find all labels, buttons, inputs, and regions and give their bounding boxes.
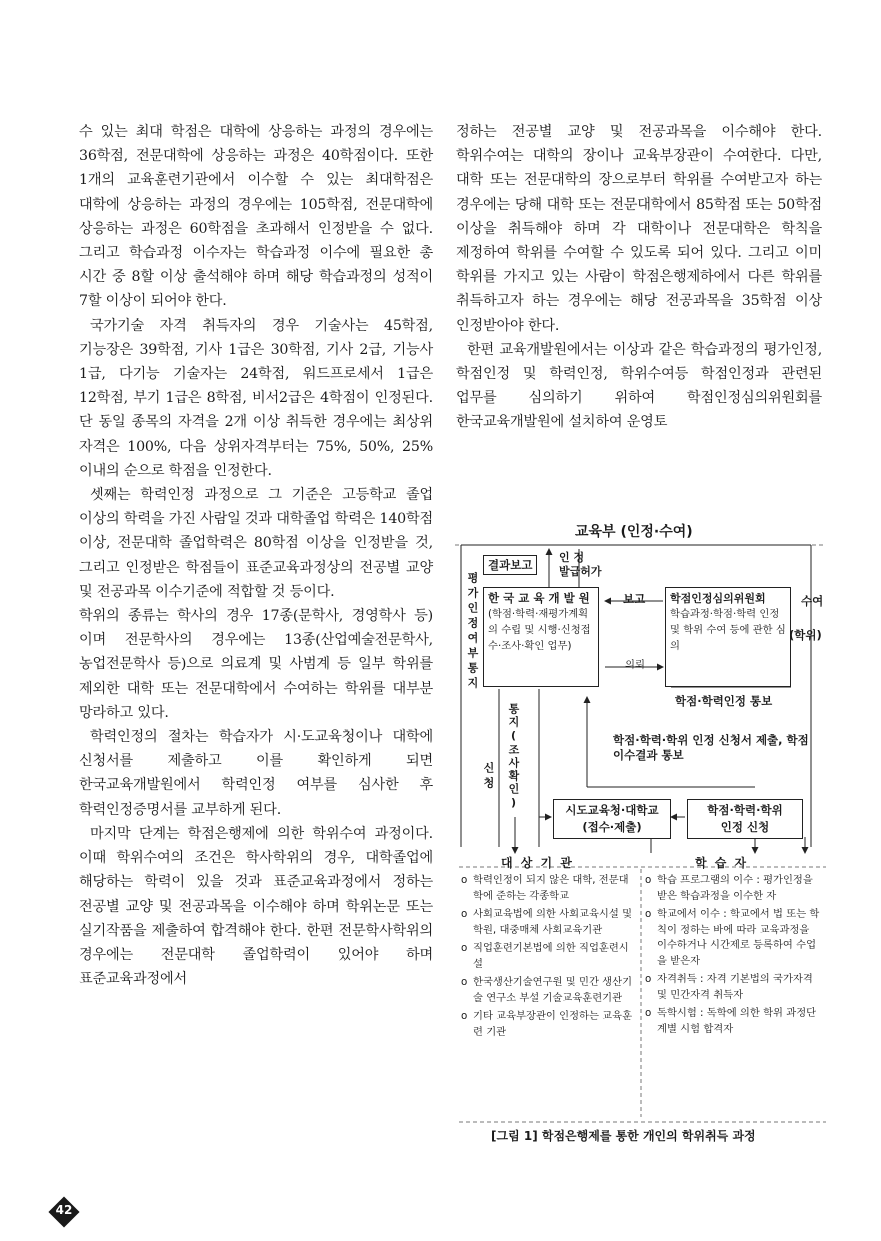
vertical-notice: 통지(조사확인) xyxy=(507,703,520,811)
report-arrow-label: 보고 xyxy=(623,592,646,606)
notice-label: 학점·학력인정 통보 xyxy=(675,694,773,708)
list-item: o 학습 프로그램의 이수 : 평가인정을 받은 학습과정을 이수한 자 xyxy=(645,874,813,902)
right-column xyxy=(456,120,822,435)
list-item: o 학교에서 이수 : 학교에서 법 또는 학칙이 정하는 바에 따라 교육과정을 이수하거나 시간제로 등록하여 수업을 받은자 xyxy=(645,908,820,967)
institutions-list xyxy=(461,873,637,1043)
paragraph: 학위의 종류는 학사의 경우 17종(문학사, 경영학사 등)이며 전문학사의 경우에는 13종(산업예술전문학사, 농업전문학사 등)으로 의료계 및 사범계 등 일부 학위를 제외한 대학 또는 전문대학에서 수여하는 학위를 대부분 망라하고 있다. xyxy=(79,608,433,721)
institutions-header: 대 상 기 관 xyxy=(501,856,574,870)
paragraph: 셋째는 학력인정 과정으로 그 기준은 고등학교 졸업 이상의 학력을 가진 사람일 것과 대학졸업 학력은 140학점 이상, 전문대학 졸업학력은 80학점 이상을 인정받을 것, 그리고 인정받은 학점들이 표준교육과정상의 전공별 교양 및 전공과목 이수기준에 적합할 것 등이다. xyxy=(79,487,433,600)
report-label: 결과보고 xyxy=(483,555,537,575)
left-column xyxy=(79,120,433,991)
list-item: o 직업훈련기본법에 의한 직업훈련시설 xyxy=(461,942,629,970)
kedi-box xyxy=(483,587,599,687)
award-label: 수여 xyxy=(801,594,824,608)
left-vertical-sub: 신청 xyxy=(482,762,495,792)
kedi-desc: (학점·학력·재평가계획의 수립 및 시행·신청접수·조사·확인 업무) xyxy=(488,608,591,652)
submission-label: 학점·학력·학위 인정 신청서 제출, 학점 이수결과 통보 xyxy=(613,733,809,762)
committee-box xyxy=(665,587,791,687)
list-item: o 한국생산기술연구원 및 민간 생산기술 연구소 부설 기술교육훈련기관 xyxy=(461,976,633,1004)
list-item: o 독학시험 : 독학에 의한 학위 과정단계별 시험 합격자 xyxy=(645,1007,817,1035)
paragraph: 한편 교육개발원에서는 이상과 같은 학습과정의 평가인정, 학점인정 및 학력인정, 학위수여등 학점인정과 관련된 업무를 심의하기 위하여 학점인정심의위원회를 한국교육개발원에 설치하여 운영토 xyxy=(456,341,822,431)
degree-label: (학위) xyxy=(789,628,822,642)
figure-caption: [그림 1] 학점은행제를 통한 개인의 학위취득 과정 xyxy=(491,1129,756,1143)
committee-title: 학점인정심의위원회 xyxy=(670,592,766,605)
left-vertical-label: 평가인정여부통지 xyxy=(466,572,479,692)
page-number-badge xyxy=(48,1196,80,1228)
list-item: o 기타 교육부장관이 인정하는 교육훈련 기관 xyxy=(461,1010,633,1038)
list-item: o 자격취득 : 자격 기본법의 국가자격 및 민간자격 취득자 xyxy=(645,973,813,1001)
list-item: o 사회교육법에 의한 사회교육시설 및 학원, 대중매체 사회교육기관 xyxy=(461,908,633,936)
paragraph: 국가기술 자격 취득자의 경우 기술사는 45학점, 기능장은 39학점, 기사 1급은 30학점, 기사 2급, 기능사 1급, 다기능 기술자는 24학점, 워드프로세서 1급은 12학점, 부기 1급은 8학점, 비서2급은 4학점이 인정된다. 단 동일 종목의 자격을 2개 이상 취득한 경우에는 최상위 자격은 100%, 다음 상위자격부터는 75%, 50%, 25% 이내의 순으로 학점을 인정한다. xyxy=(79,317,433,479)
paragraph: 수 있는 최대 학점은 대학에 상응하는 과정의 경우에는 36학점, 전문대학에 상응하는 과정은 40학점이다. 또한 1개의 교육훈련기관에서 이수할 수 있는 최대학점은 대학에 상응하는 과정의 경우에는 105학점, 전문대학에 상응하는 과정은 60학점을 초과해서 인정받을 수 없다. 그리고 학습과정 이수자는 학습과정 이수에 필요한 총 시간 중 8할 이상 출석해야 하며 해당 학습과정의 성적이 7할 이상이 되어야 한다. xyxy=(79,124,433,310)
learners-header: 학 습 자 xyxy=(695,856,749,870)
committee-desc: 학습과정·학점·학력 인정 및 학위 수여 등에 관한 심의 xyxy=(670,608,786,652)
apply-box: 학점·학력·학위 인정 신청 xyxy=(687,799,803,839)
kedi-title: 한 국 교 육 개 발 원 xyxy=(488,591,590,605)
figure-top-title: 교육부 (인정·수여) xyxy=(575,524,693,540)
list-item: o 학력인정이 되지 않은 대학, 전문대학에 준하는 각종학교 xyxy=(461,874,629,902)
paragraph: 정하는 전공별 교양 및 전공과목을 이수해야 한다. 학위수여는 대학의 장이나 교육부장관이 수여한다. 다만, 대학 또는 전문대학의 장으로부터 학위를 수여받고자 하는 경우에는 당해 대학 또는 전문대학에서 85학점 또는 50학점 이상을 취득해야 하며 각 대학이나 전문대학은 학칙을 제정하여 학위를 수여할 수 있도록 되어 있다. 그리고 이미 학위를 가지고 있는 사람이 학점은행제하에서 다른 학위를 취득하고자 하는 경우에는 해당 전공과목을 35학점 이상 인정받아야 한다. xyxy=(456,124,822,334)
paragraph: 학력인정의 절차는 학습자가 시·도교육청이나 대학에 신청서를 제출하고 이를 확인하게 되면 한국교육개발원에서 학력인정 여부를 심사한 후 학력인정증명서를 교부하게 된다. xyxy=(79,729,433,818)
page-number: 42 xyxy=(55,1203,73,1217)
figure-diagram xyxy=(455,517,826,1147)
consult-arrow-label: 의뢰 xyxy=(625,659,645,671)
approval-label: 인 정 발급허가 xyxy=(559,551,602,578)
paragraph: 마지막 단계는 학점은행제에 의한 학위수여 과정이다. 이때 학위수여의 조건은 학사학위의 경우, 대학졸업에 해당하는 학력이 있을 것과 표준교육과정에서 정하는 전공별 교양 및 전공과목을 이수해야 하며 학위논문 또는 실기작품을 제출하여 합격해야 한다. 한편 전문학사학위의 경우에는 전문대학 졸업학력이 있어야 하며 표준교육과정에서 xyxy=(79,825,433,988)
office-box: 시도교육청·대학교 (접수·제출) xyxy=(553,799,671,839)
learners-list xyxy=(645,873,821,1040)
